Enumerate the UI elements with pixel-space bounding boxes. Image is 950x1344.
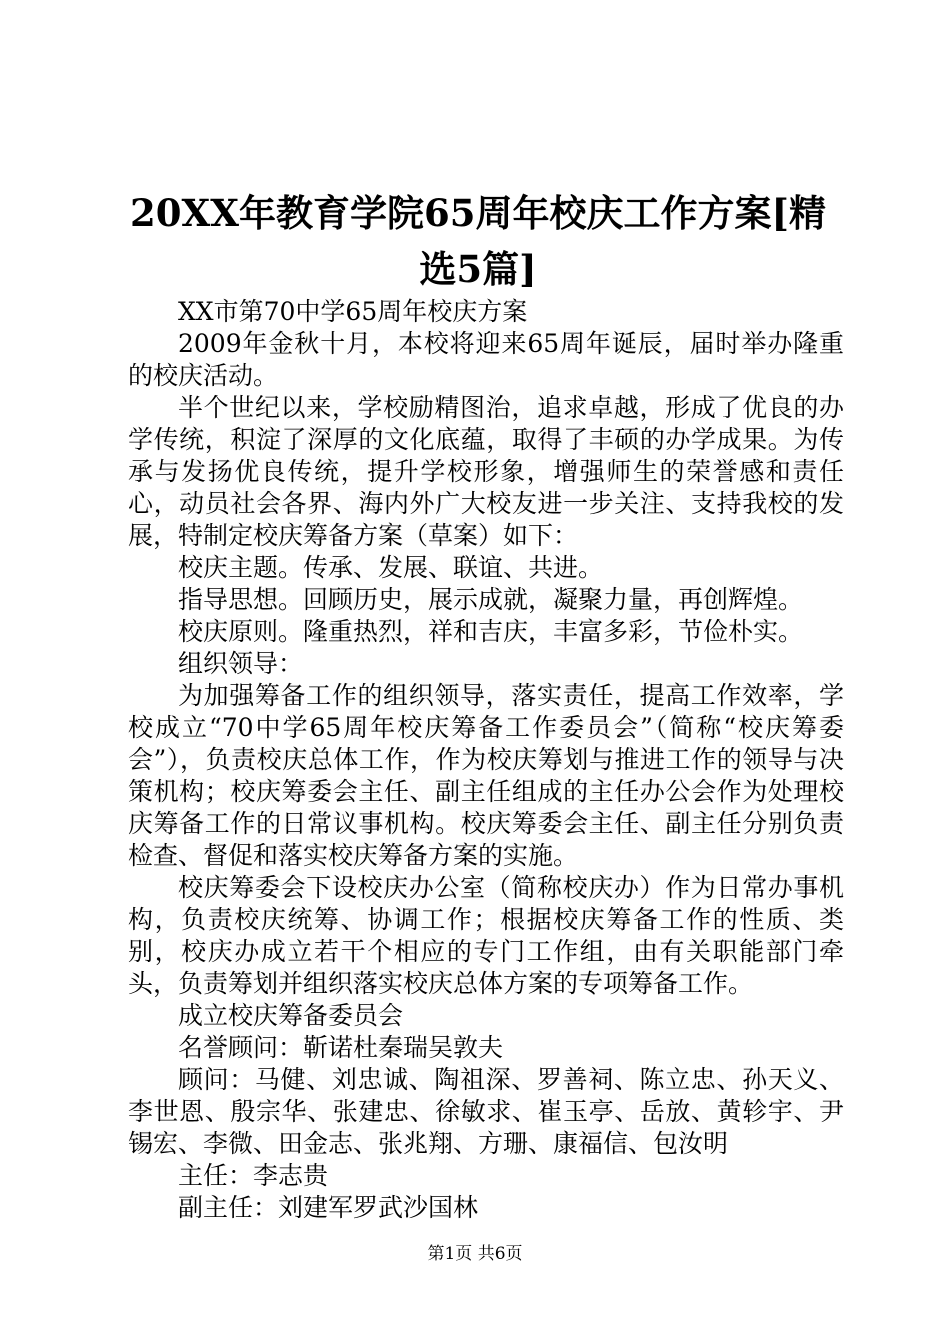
paragraph-honorary-advisors: 名誉顾问：靳诺杜秦瑞吴敦夫 [178, 1033, 504, 1062]
paragraph-advisors: 顾问：马健、刘忠诚、陶祖深、罗善祠、陈立忠、孙天义、李世恩、殷宗华、张建忠、徐敏求、崔玉亭、岳放、黄轸宇、尹锡宏、李微、田金志、张兆翔、方珊、康福信、包汝明 [128, 1065, 844, 1158]
document-body [128, 296, 844, 1224]
paragraph-director: 主任：李志贵 [178, 1161, 329, 1190]
paragraph-committee-heading: 成立校庆筹备委员会 [178, 1001, 404, 1030]
page-number-footer: 第1页 共6页 [427, 1244, 523, 1264]
document-title: 20XX年教育学院65周年校庆工作方案[精选5篇] [130, 191, 826, 291]
paragraph-deputy-directors: 副主任：刘建军罗武沙国林 [178, 1193, 479, 1222]
paragraph-history: 半个世纪以来，学校励精图治，追求卓越，形成了优良的办学传统，积淀了深厚的文化底蕴，取得了丰硕的办学成果。为传承与发扬优良传统，提升学校形象，增强师生的荣誉感和责任心，动员社会各界、海内外广大校友进一步关注、支持我校的发展，特制定校庆筹备方案（草案）如下： [128, 393, 844, 550]
paragraph-office: 校庆筹委会下设校庆办公室（简称校庆办）作为日常办事机构，负责校庆统筹、协调工作；根据校庆筹备工作的性质、类别，校庆办成立若干个相应的专门工作组，由有关职能部门牵头，负责筹划并组织落实校庆总体方案的专项筹备工作。 [128, 873, 844, 998]
paragraph-heading: XX市第70中学65周年校庆方案 [178, 297, 528, 326]
paragraph-committee: 为加强筹备工作的组织领导，落实责任，提高工作效率，学校成立“70中学65周年校庆筹备工作委员会”（简称“校庆筹委会”），负责校庆总体工作，作为校庆筹划与推进工作的领导与决策机构；校庆筹委会主任、副主任组成的主任办公会作为处理校庆筹备工作的日常议事机构。校庆筹委会主任、副主任分别负责检查、督促和落实校庆筹备方案的实施。 [128, 681, 844, 870]
paragraph-organization-heading: 组织领导： [178, 649, 304, 678]
paragraph-theme: 校庆主题。传承、发展、联谊、共进。 [178, 553, 604, 582]
paragraph-principle: 校庆原则。隆重热烈，祥和吉庆，丰富多彩，节俭朴实。 [178, 617, 804, 646]
paragraph-guiding-idea: 指导思想。回顾历史，展示成就，凝聚力量，再创辉煌。 [178, 585, 804, 614]
paragraph-intro: 2009年金秋十月，本校将迎来65周年诞辰，届时举办隆重的校庆活动。 [128, 329, 844, 390]
